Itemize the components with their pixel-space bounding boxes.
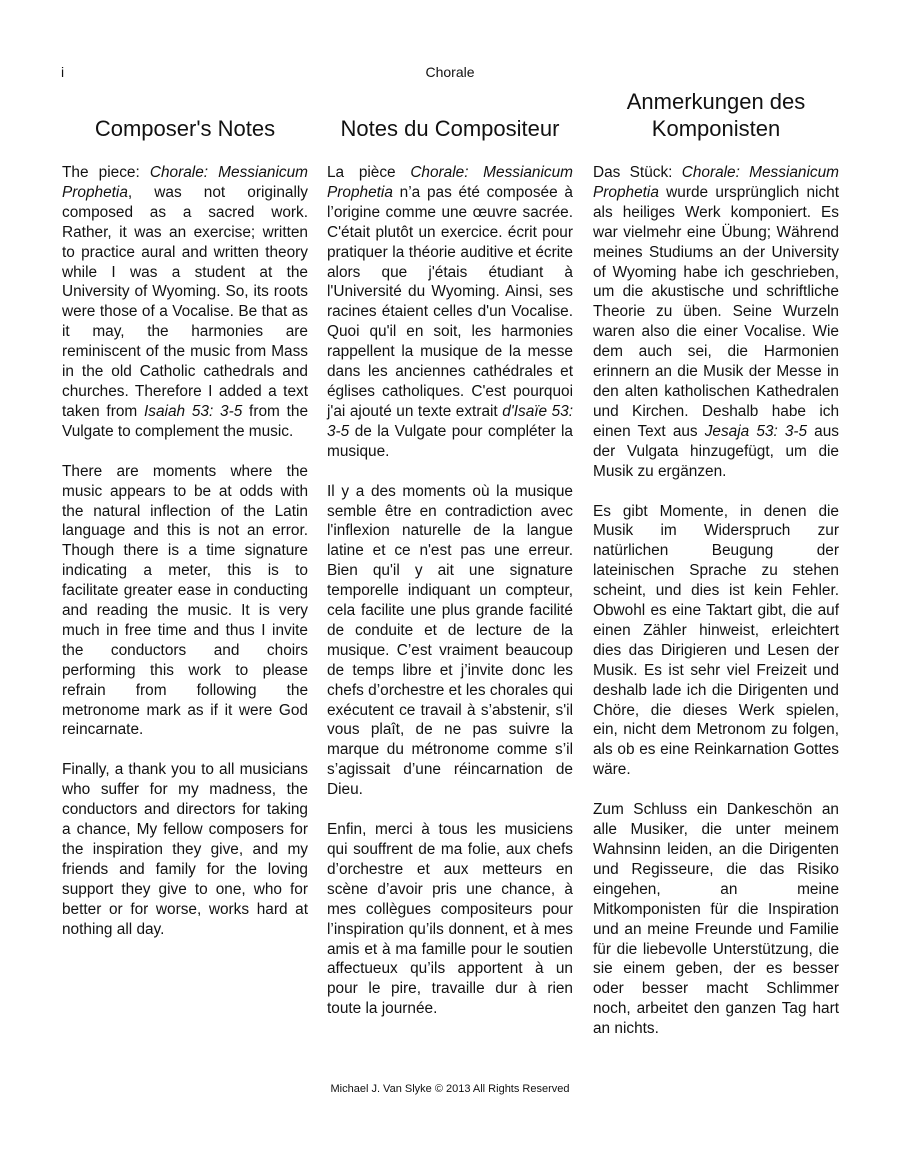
column-heading-english: Composer's Notes xyxy=(94,116,276,141)
text-run: aus der Vulgata hinzugefügt, um die Musik zu ergänzen. xyxy=(593,422,839,480)
italic-reference: Isaiah 53: 3-5 xyxy=(144,402,243,420)
paragraph-french-3 xyxy=(327,820,573,1019)
text-run: Il y a des moments où la musique semble être en contradiction avec l'inflexion naturelle de la langue latine et ce n'est pas une erreur. Bien qu'il y ait une signature temporelle indiquant un compteur, cela facilite une plus grande facilité de conduite et de lecture de la musique. C’est vraiment beaucoup de temps libre et j’invite donc les chefs d’orchestre et les chorales qui exécutent ce travail à s’abstenir, s'il vous plaît, de ne pas suivre la marque du métronome comme s’il s’agissait d’une réincarnation de Dieu. xyxy=(327,482,573,799)
italic-reference: Chorale: Messianicum Prophetia xyxy=(62,164,308,201)
italic-reference: Jesaja 53: 3-5 xyxy=(704,422,808,440)
paragraph-french-1 xyxy=(327,163,573,462)
text-run: Finally, a thank you to all musicians who suffer for my madness, the conductors and directors for taking a chance, My fellow composers for the inspiration they give, and my friends and family for the loving support they give to one, who for better or for worse, works hard at nothing all day. xyxy=(62,761,308,938)
paragraph-english-3 xyxy=(62,760,308,939)
text-run: La pièce xyxy=(327,164,411,181)
text-run: There are moments where the music appears to be at odds with the natural inflection of the Latin language and this is not an error. Though there is a time signature indicating a meter, this is to facilitate greater ease in conducting and reading the music. It is very much in free time and thus I invite the conductors and choirs performing this work to please refrain from following the metronome mark as if it were God reincarnate. xyxy=(62,462,308,739)
text-run: wurde ursprünglich nicht als heiliges Werk komponiert. Es war vielmehr eine Übung; Während meines Studiums an der University of Wyoming habe ich geschrieben, um die akustische und schriftliche Theorie zu üben. Seine Wurzeln waren also die einer Vocalise. Wie dem auch sei, die Harmonien erinnern an die Musik der Messe in den alten katholischen Kathedralen und Kirchen. Deshalb habe ich einen Text aus xyxy=(593,183,839,440)
column-body-french xyxy=(327,163,573,1039)
text-run: de la Vulgate pour compléter la musique. xyxy=(327,422,573,460)
paragraph-english-2 xyxy=(62,462,308,741)
copyright-footer: Michael J. Van Slyke © 2013 All Rights Reserved xyxy=(330,1083,570,1095)
column-heading-german: Anmerkungen des Komponisten xyxy=(626,89,806,141)
text-run: Zum Schluss ein Dankeschön an alle Musiker, die unter meinem Wahnsinn leiden, an die Dirigenten und Regisseure, die das Risiko eingehen, an meine Mitkomponisten für die Inspiration und an meine Freunde und Familie für die liebevolle Unterstützung, die sie einem geben, der es besser oder besser macht Schlimmer noch, arbeitet den ganzen Tag hart an nichts. xyxy=(593,801,839,1038)
page-number: i xyxy=(61,64,65,80)
paragraph-french-2 xyxy=(327,482,573,801)
text-run: The piece: xyxy=(62,164,150,181)
paragraph-english-1 xyxy=(62,163,308,442)
column-heading-french: Notes du Compositeur xyxy=(340,116,560,141)
text-run: n’a pas été composée à l’origine comme une œuvre sacrée. C'était plutôt un exercice. écrit pour pratiquer la théorie auditive et écrite alors que j'étais étudiant à l'Université du Wyoming. Ainsi, ses racines étaient celles d'un Vocalise. Quoi qu'il en soit, les harmonies rappellent la musique de la messe dans les anciennes cathédrales et églises catholiques. C'est pourquoi j'ai ajouté un texte extrait xyxy=(327,183,573,420)
italic-reference: d'Isaïe 53: 3-5 xyxy=(327,402,573,440)
column-body-english xyxy=(62,163,308,960)
text-run: Es gibt Momente, in denen die Musik im Widerspruch zur natürlichen Beugung der lateinischen Sprache zu stehen scheint, und dies ist kein Fehler. Obwohl es eine Taktart gibt, die auf einen Zähler hinweist, erleichtert dies das Dirigieren und Lesen der Musik. Es ist sehr viel Freizeit und deshalb lade ich die Dirigenten und Chöre, die dieses Werk spielen, ein, nicht dem Metronom zu folgen, als ob es eine Reinkarnation Gottes wäre. xyxy=(593,502,839,779)
text-run: Das Stück: xyxy=(593,164,682,181)
column-body-german xyxy=(593,163,839,1059)
text-run: from the Vulgate to complement the music. xyxy=(62,402,309,440)
paragraph-german-1 xyxy=(593,163,839,482)
italic-reference: Chorale: Messianicum Prophetia xyxy=(327,164,573,201)
paragraph-german-2 xyxy=(593,502,839,781)
italic-reference: Chorale: Messianicum Prophetia xyxy=(593,164,839,201)
text-run: Enfin, merci à tous les musiciens qui souffrent de ma folie, aux chefs d’orchestre et aux metteurs en scène d’avoir pris une chance, à mes collègues compositeurs pour l’inspiration qu’ils donnent, et à mes amis et à ma famille pour le soutien affectueux qu’ils apportent à un pour le pire, travaille dur à rien toute la journée. xyxy=(327,821,573,1018)
text-run: , was not originally composed as a sacred work. Rather, it was an exercise; written to practice aural and written theory while I was a student at the University of Wyoming. So, its roots were those of a Vocalise. Be that as it may, the harmonies are reminiscent of the music from Mass in the old Catholic cathedrals and churches. Therefore I added a text taken from xyxy=(62,183,308,420)
paragraph-german-3 xyxy=(593,800,839,1039)
running-head-title: Chorale xyxy=(425,64,475,80)
